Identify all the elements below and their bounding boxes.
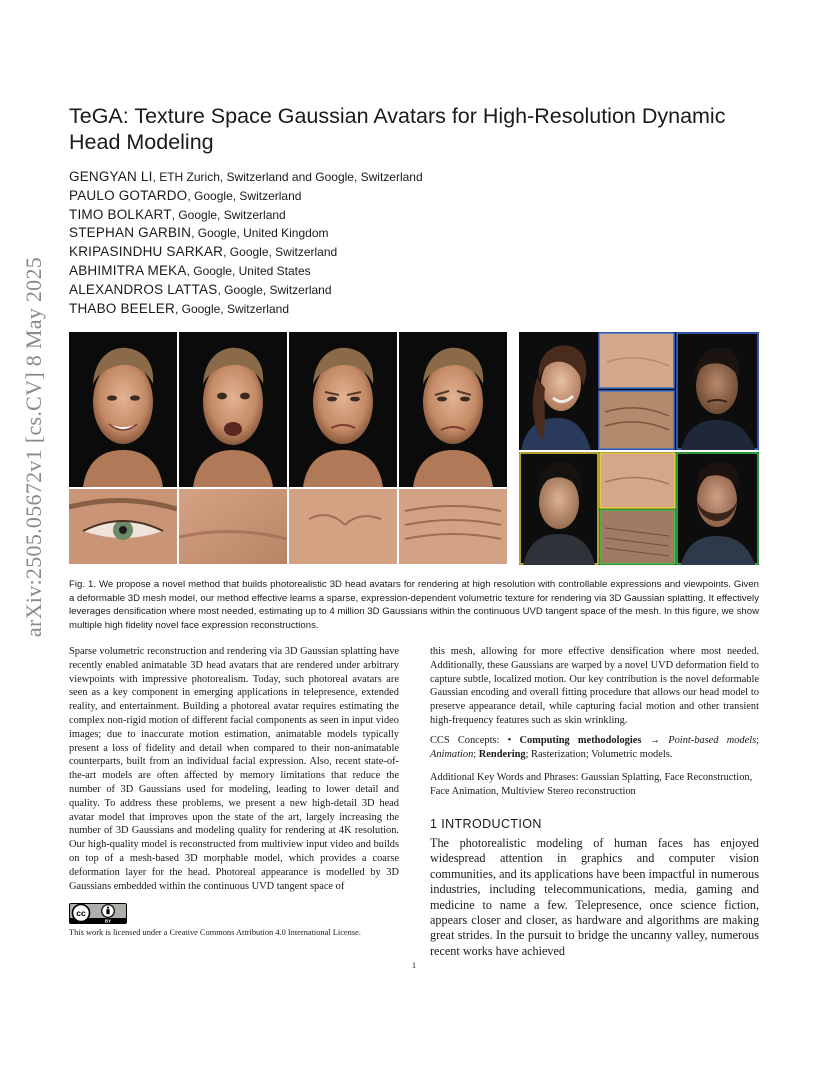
ccs-animation: Animation <box>430 748 474 760</box>
closeup-eye <box>69 489 177 564</box>
subjects-collage <box>519 332 759 565</box>
closeup-brow-wrinkle <box>289 489 397 564</box>
ccs-separator: ; <box>756 735 760 746</box>
cc-by-badge-icon <box>69 903 127 924</box>
author-affiliation: , ETH Zurich, Switzerland and Google, Switzerland <box>152 170 423 184</box>
svg-text:cc: cc <box>76 908 86 919</box>
abstract-continued: this mesh, allowing for more effective densification where most needed. Additionally, these Gaussians are warped by a novel UVD deformation field to capture subtle, localized motion. Our key contribution is the novel deformable Gaussian encoding and overall fitting procedure that allows our head model to preserve appearance detail, while capturing facial motion and other transient high-frequency features such as skin wrinkling. <box>430 646 759 726</box>
paper-title: TeGA: Texture Space Gaussian Avatars for High-Resolution Dynamic Head Modeling <box>69 104 726 154</box>
author-name: ALEXANDROS LATTAS <box>69 281 218 297</box>
author-name: TIMO BOLKART <box>69 206 172 222</box>
license-block <box>69 903 405 943</box>
figure-subjects-panel <box>519 332 759 565</box>
figure-caption: Fig. 1. We propose a novel method that builds photorealistic 3D head avatars for rendering at high resolution with controllable expressions and viewpoints. Given a deformable 3D mesh model, our method effective learns a sparse, expression-dependent volumetric texture for rendering via 3D Gaussian splatting. It effectively leverages densification where most needed, estimating up to 4 million 3D Gaussians within the continuous UVD tangent space of the mesh. In this figure, we show multiple high fidelity novel face expression reconstructions. <box>69 579 759 631</box>
author-entry <box>69 243 769 262</box>
ccs-arrow: → <box>641 735 669 746</box>
ccs-computing-methodologies: Computing methodologies <box>519 735 642 746</box>
author-name: THABO BEELER <box>69 300 175 316</box>
author-affiliation: , Google, United States <box>186 263 311 278</box>
closeup-stubble <box>179 489 287 564</box>
abstract-text: Sparse volumetric reconstruction and rendering via 3D Gaussian splatting have recently enabled animatable 3D head avatars that are rendered under arbitrary viewpoints with impressive photorealism. Today, such photoreal avatars are seen as a key component in emerging applications in telepresence, extended reality, and entertainment. Building a photoreal avatar requires estimating the complex non-rigid motion of different facial components as seen in input video images; due to inaccurate motion estimation, animatable models typically present a loss of fidelity and detail when compared to their non-animatable counterparts, built from an individual facial expression. Also, recent state-of-the-art models are often affected by memory limitations that reduce the number of 3D Gaussians used for modeling, leading to lower detail and quality. To address these problems, we present a new high-detail 3D head avatar model that improves upon the state of the art, largely increasing the number of 3D Gaussians and modeling quality for rendering at 4K resolution. Our high-quality model is reconstructed from multiview input video and builds on top of a mesh-based 3D morphable model, which provides a coarse deformation layer for the head. Photoreal appearance is modelled by 3D Gaussians embedded within the continuous UVD tangent space of <box>69 646 399 892</box>
face-render-surprise <box>179 332 287 487</box>
keywords: Additional Key Words and Phrases: Gaussian Splatting, Face Reconstruction, Face Animation, Multiview Stereo reconstruction <box>430 772 753 797</box>
introduction-text: The photorealistic modeling of human faces has enjoyed widespread attention in graphics and computer vision communities, and its applications have been impactful in numerous industries, including telecommunications, media, gaming and medicine to name a few. Telepresence, once science fiction, appears closer and closer, as hardware and algorithms are making great strides. In the pursuit to bridge the uncanny valley, numerous recent works have achieved <box>430 836 759 958</box>
ccs-concepts <box>430 734 759 762</box>
author-affiliation: , Google, Switzerland <box>174 301 289 316</box>
author-name: STEPHAN GARBIN <box>69 225 192 241</box>
author-name: KRIPASINDHU SARKAR <box>69 244 224 260</box>
arxiv-identifier: arXiv:2505.05672v1 [cs.CV] 8 May 2025 <box>21 256 46 638</box>
face-render-frown <box>289 332 397 487</box>
author-entry <box>69 206 769 225</box>
author-entry <box>69 168 769 187</box>
author-list <box>69 168 769 318</box>
author-name: PAULO GOTARDO <box>69 187 188 203</box>
ccs-rendering: Rendering <box>478 748 526 760</box>
author-affiliation: , Google, Switzerland <box>223 245 338 260</box>
ccs-rest: ; Rasterization; Volumetric models. <box>525 748 673 760</box>
cc-badge-text: BY <box>104 918 112 924</box>
author-affiliation: , Google, United Kingdom <box>191 226 329 241</box>
author-affiliation: , Google, Switzerland <box>217 282 332 297</box>
section-heading-introduction: 1 INTRODUCTION <box>430 817 542 831</box>
author-entry <box>69 281 769 300</box>
ccs-point-based-models: Point-based models <box>668 735 757 746</box>
closeup-forehead-wrinkles <box>399 489 507 564</box>
author-entry <box>69 224 769 243</box>
ccs-label: CCS Concepts: • <box>430 735 512 746</box>
author-entry <box>69 262 769 281</box>
arxiv-sidebar <box>21 256 46 638</box>
author-name: ABHIMITRA MEKA <box>69 262 187 278</box>
author-name: GENGYAN LI <box>69 169 153 184</box>
figure-expression-panel <box>69 332 507 564</box>
author-entry <box>69 187 769 206</box>
face-render-sad <box>399 332 507 487</box>
face-render-smile <box>69 332 177 487</box>
page-number: 1 <box>411 960 417 970</box>
ccs-separator: ; <box>473 748 479 760</box>
license-text: This work is licensed under a Creative Commons Attribution 4.0 International License. <box>69 928 361 937</box>
author-affiliation: , Google, Switzerland <box>171 207 286 222</box>
author-entry <box>69 300 769 319</box>
author-affiliation: , Google, Switzerland <box>187 188 302 203</box>
